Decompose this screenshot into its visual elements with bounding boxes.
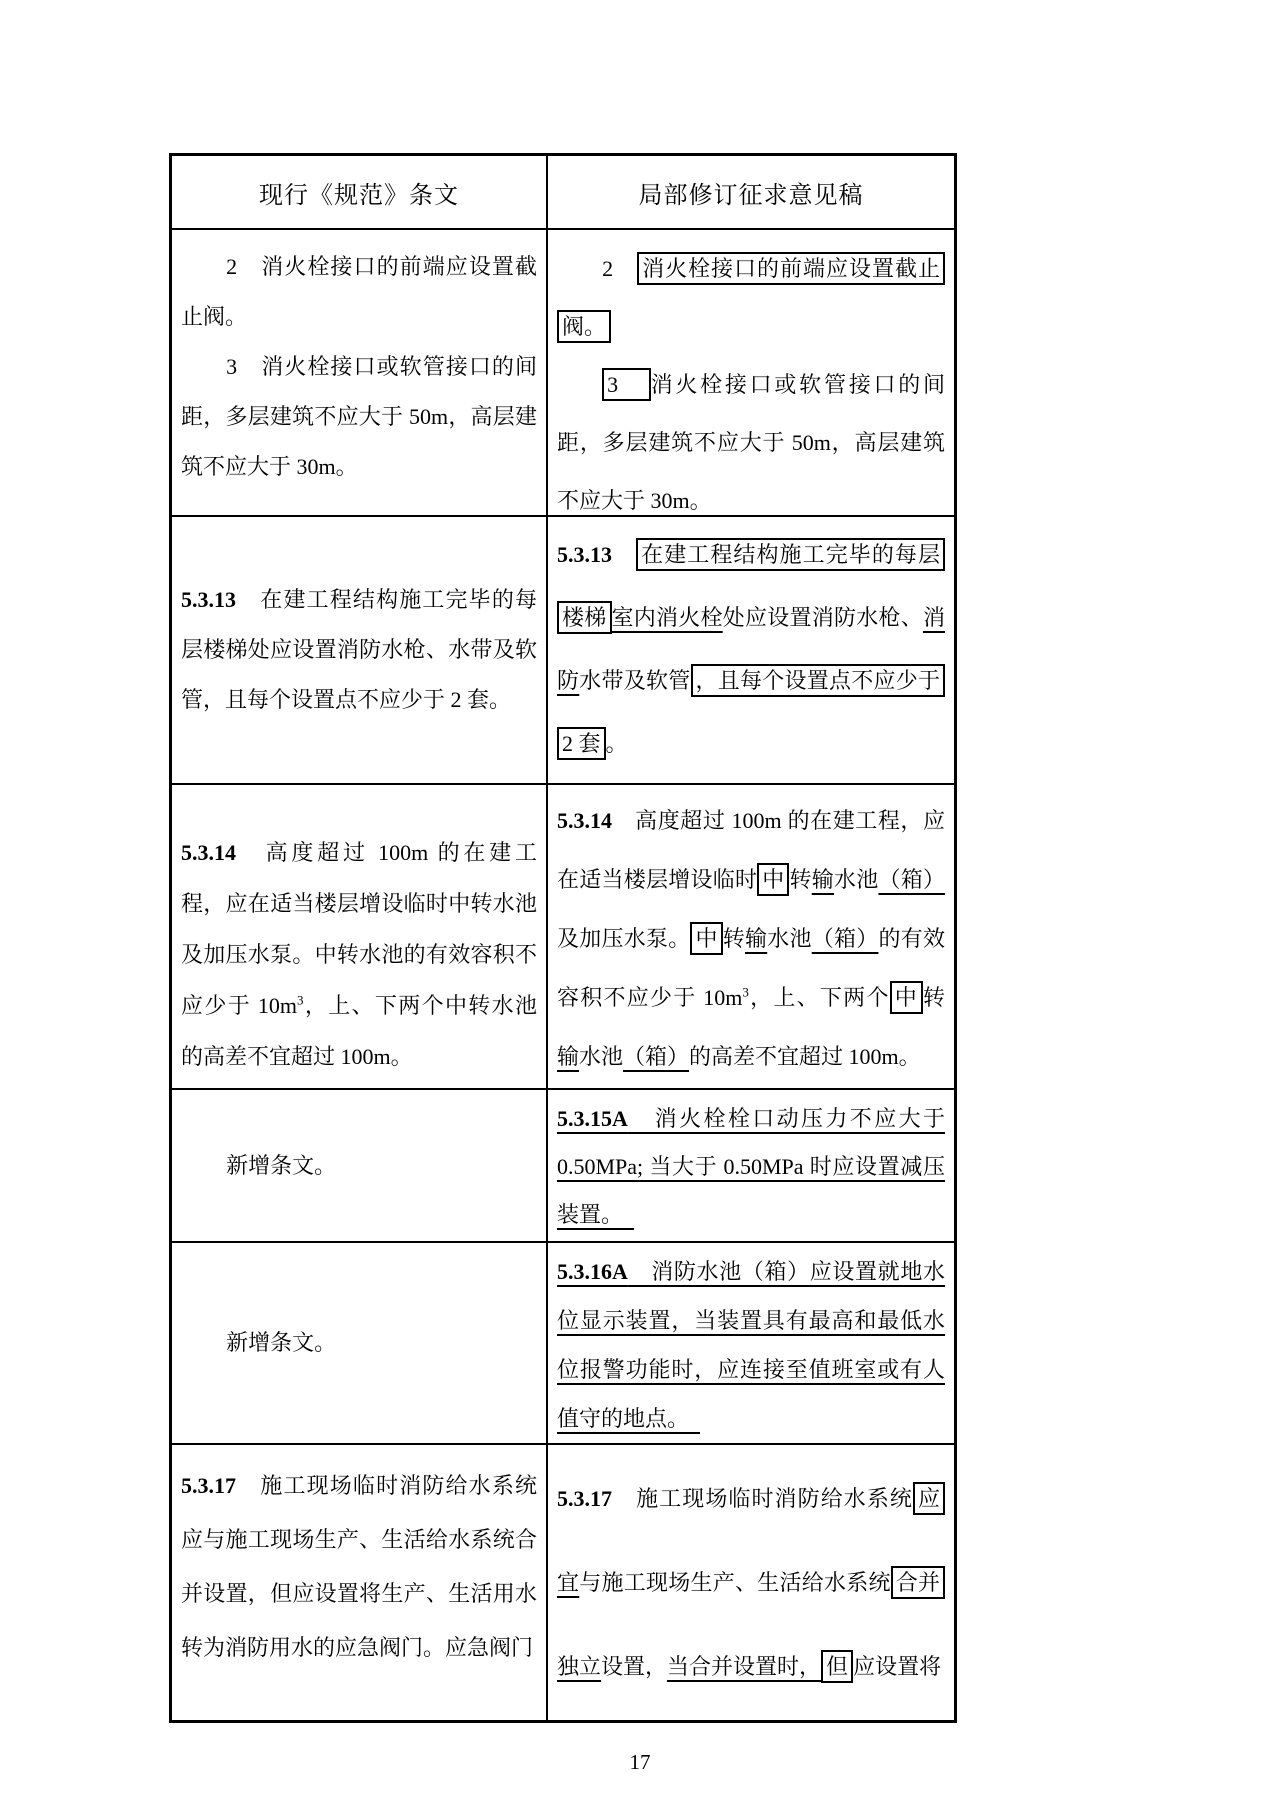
inserted-text-mark: 消火栓栓口动压力不应大于 0.50MPa; 当大于 0.50MPa 时应设置减压装置。 [557,1106,945,1227]
text-segment: 5.3.14 [181,840,236,865]
text-segment: 转 [922,985,945,1010]
text-segment: 在建工程结构施工完毕的每层楼梯处应设置消防水枪、水带及软管，且每个设置点不应少于 2 套。 [181,587,537,712]
inserted-text-mark: 独立 [557,1654,602,1679]
text-segment: 2 [602,256,638,281]
text-segment: 设置， [601,1654,668,1679]
text-segment: 5.3.14 [557,808,612,833]
cell-revision-row2 [546,515,954,783]
cell-current-row3 [172,783,546,1088]
deleted-text-mark: 在建工程结构施工完毕的每层楼梯 [557,538,945,634]
inserted-text-mark: 5.3.16A [557,1259,628,1284]
deleted-text-mark: 但 [821,1650,853,1683]
paragraph [181,575,537,725]
paragraph [181,1459,537,1675]
paragraph [557,791,945,1086]
text-segment: ，上、下两个 [748,985,890,1010]
inserted-text-mark: 消防 [557,605,945,693]
deleted-text-mark: 中 [757,863,789,896]
inserted-text-mark: 宜 [557,1570,580,1595]
text-segment: 施工现场临时消防给水系统 [612,1486,913,1511]
cell-revision-row6 [546,1443,954,1720]
cell-revision-row4 [546,1088,954,1241]
text-segment: 5.3.13 [557,542,612,567]
paragraph [557,1247,945,1443]
inserted-text-mark: 室内消火栓 [611,605,723,630]
cell-revision-row1 [546,228,954,515]
text-segment [612,542,636,567]
paragraph [557,356,945,515]
text-segment: 5.3.17 [557,1486,612,1511]
paragraph [181,242,537,342]
inserted-text-mark: 消防水池（箱）应设置就地水位显示装置，当装置具有最高和最低水位报警功能时，应连接至值班室或有人值守的地点。 [557,1259,945,1431]
inserted-text-mark: 输 [557,1044,580,1069]
text-segment: 新增条文。 [226,1330,337,1355]
text-segment: 高度超过 100m 的在建工程，应在适当楼层增设临时 [557,808,945,892]
cell-current-row2 [172,515,546,783]
paragraph [557,1457,945,1709]
text-segment: 应设置将 [853,1654,942,1679]
text-segment: 转 [722,926,745,951]
paragraph [181,342,537,492]
deleted-text-mark: 中 [890,981,923,1014]
comparison-table [169,153,957,1723]
text-segment: 高度超过 100m 的在建工程，应在适当楼层增设临时中转水池及加压水泵。中转水池的有效容积不应少于 10m [181,840,537,1018]
deleted-text-mark: ，且每个设置点不应少于 2 套 [557,664,945,760]
text-segment: 2 消火栓接口的前端应设置截止阀。 [181,254,537,329]
paragraph [181,1141,537,1191]
inserted-text-mark: 输 [811,867,834,892]
paragraph [557,240,945,356]
paragraph [557,523,945,775]
paragraph [181,827,537,1082]
text-segment: 5.3.13 [181,587,236,612]
inserted-text-mark: （箱） [623,1044,690,1069]
text-segment: 处应设置消防水枪、 [722,605,923,630]
paragraph [557,1095,945,1239]
cell-current-row4 [172,1088,546,1241]
text-segment: 。 [605,731,628,756]
text-segment: 消火栓接口或软管接口的间距，多层建筑不应大于 50m，高层建筑不应大于 30m。 [557,372,945,513]
deleted-text-mark: 消火栓接口的前端应设置截止阀。 [557,252,945,343]
inserted-text-mark: 5.3.15A [557,1106,628,1131]
deleted-text-mark: 合并 [891,1566,945,1599]
cell-current-row5 [172,1241,546,1443]
cell-current-row1 [172,228,546,515]
text-segment: 转 [789,867,812,892]
text-segment: 水池 [767,926,812,951]
text-segment: 3 [297,992,304,1008]
deleted-text-mark: 中 [690,922,722,955]
header-current-provisions: 现行《规范》条文 [259,182,459,209]
text-segment: 水池 [579,1044,624,1069]
page-number: 17 [629,1750,651,1774]
header-revision-draft: 局部修订征求意见稿 [546,156,954,228]
inserted-text-mark: 输 [744,926,768,951]
text-segment: 水池 [833,867,879,892]
text-segment: 与施工现场生产、生活给水系统 [579,1570,891,1595]
text-segment: 的有效容积不应少于 10m [557,926,945,1010]
text-segment: 及加压水泵。 [557,926,691,951]
deleted-text-mark: 3 [602,368,651,401]
cell-current-row6 [172,1443,546,1720]
deleted-text-mark: 应 [913,1482,945,1515]
text-segment: 新增条文。 [226,1152,337,1178]
text-segment: 施工现场临时消防给水系统应与施工现场生产、生活给水系统合并设置，但应设置将生产、生活用水转为消防用水的应急阀门。应急阀门 [181,1473,537,1660]
paragraph [181,1318,537,1368]
text-segment: 的高差不宜超过 100m。 [689,1044,921,1069]
inserted-text-mark: 当合并设置时， [667,1654,822,1679]
text-segment: ，上、下两个中转水池的高差不宜超过 100m。 [181,993,537,1069]
inserted-text-mark: （箱） [811,926,879,951]
text-segment: 5.3.17 [181,1473,236,1498]
inserted-text-mark: （箱） [878,867,945,892]
cell-revision-row3 [546,783,954,1088]
cell-revision-row5 [546,1241,954,1443]
text-segment: 3 消火栓接口或软管接口的间距，多层建筑不应大于 50m，高层建筑不应大于 30m。 [181,354,537,479]
text-segment: 3 [742,984,749,1000]
text-segment: 水带及软管 [579,668,691,693]
